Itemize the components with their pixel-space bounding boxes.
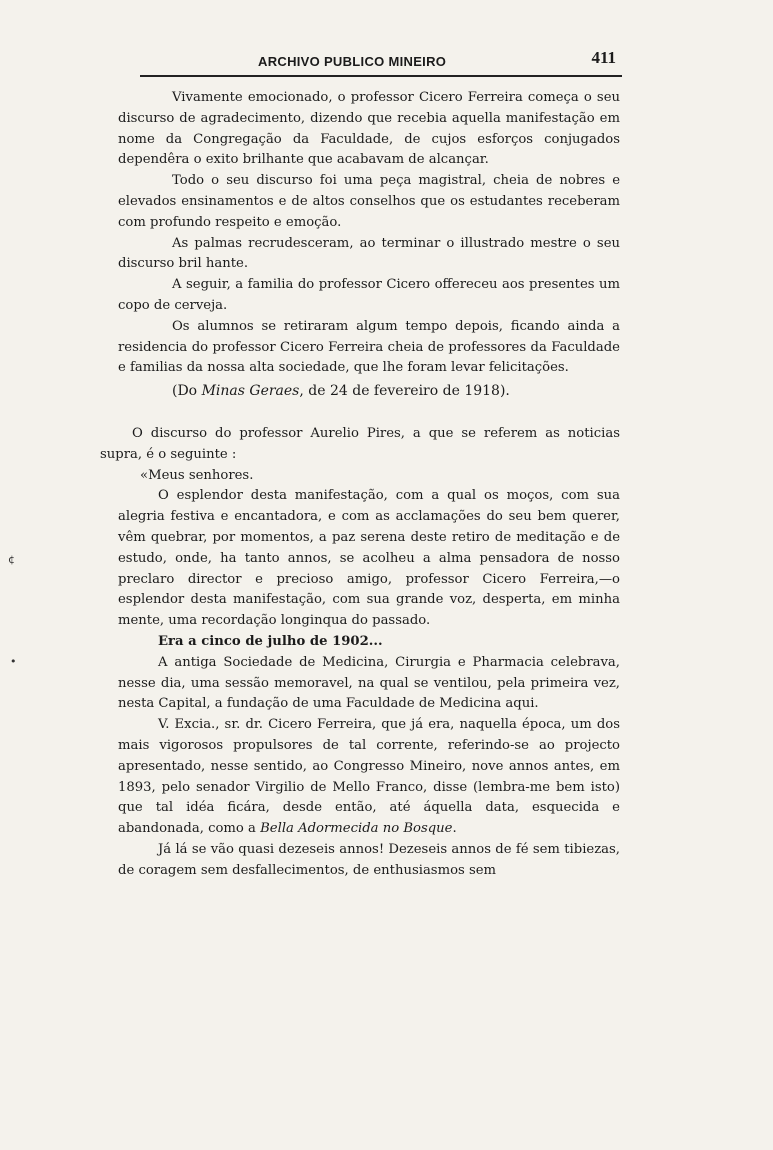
bella-adormecida-title: Bella Adormecida no Bosque (260, 821, 453, 837)
speech-paragraph-4 (118, 715, 620, 840)
paragraph-2: Todo o seu discurso foi uma peça magistral, cheia de nobres e elevados ensinamentos e de altos conselhos que os estudantes receberam com profundo respeito e emoção. (118, 173, 620, 230)
speech-paragraph-3: A antiga Sociedade de Medicina, Cirurgia e Pharmacia celebrava, nesse dia, uma sessão memoravel, na qual se ventilou, pela primeira vez, nesta Capital, a fundação de uma Faculdade de Medicina aqui. (118, 654, 620, 712)
paragraph-5: Os alumnos se retiraram algum tempo depois, ficando ainda a residencia do professor Cicero Ferreira cheia de professores da Faculdade e familias da nossa alta sociedade, que lhe foram levar felicitações. (118, 318, 620, 376)
margin-mark-2: • (10, 655, 17, 668)
paragraph-3: As palmas recrudesceram, ao terminar o illustrado mestre o seu discurso bril hante. (118, 235, 620, 272)
speech-paragraph-4-main: V. Excia., sr. dr. Cicero Ferreira, que já era, naquella época, um dos mais vigorosos propulsores de tal corrente, referindo-se ao projecto apresentado, nesse sentido, ao Congresso Mineiro, nove annos antes, em 1893, pelo senador Virgilio de Mello Franco, disse (lembra-me bem isto) que tal idéa ficára, desde então, até áquella data, esquecida e abandonada, como a (118, 717, 620, 837)
paragraph-1: Vivamente emocionado, o professor Cicero Ferreira começa o seu discurso de agradecimento, dizendo que recebia aquella manifestação em nome da Congregação da Faculdade, de cujos esforços conjugados dependêra o exito brilhante que acabavam de alcançar. (118, 90, 620, 168)
running-head: ARCHIVO PUBLICO MINEIRO (258, 54, 447, 69)
speech-paragraph-4-end: . (452, 821, 457, 837)
document-body (100, 88, 620, 881)
speech-paragraph-5: Já lá se vão quasi dezeseis annos! Dezeseis annos de fé sem tibiezas, de coragem sem desfallecimentos, de enthusiasmos sem (118, 841, 620, 878)
margin-mark-1: ¢ (8, 553, 15, 566)
speech-paragraph-2: Era a cinco de julho de 1902... (158, 633, 383, 649)
page-header (140, 44, 622, 74)
citation-prefix: (Do (172, 383, 202, 400)
page-number: 411 (591, 48, 616, 67)
speech-intro: O discurso do professor Aurelio Pires, a que se referem as noticias supra, é o seguinte : (100, 425, 620, 462)
paragraph-4: A seguir, a familia do professor Cicero offereceu aos presentes um copo de cerveja. (118, 277, 620, 313)
salutation: «Meus senhores. (140, 467, 254, 483)
header-rule (140, 75, 622, 77)
speech-paragraph-1: O esplendor desta manifestação, com a qual os moços, com sua alegria festiva e encantadora, e com as acclamações do seu bem querer, vêm quebrar, por momentos, a paz serena deste retiro de meditação e de estudo, onde, ha tanto annos, se acolheu a alma pensadora de nosso preclaro director e precioso amigo, professor Cicero Ferreira,—o esplendor desta manifestação, com sua grande voz, desperta, em minha mente, uma recordação longinqua do passado. (118, 488, 620, 629)
citation-suffix: , de 24 de fevereiro de 1918). (299, 383, 510, 400)
citation-title: Minas Geraes (201, 383, 300, 400)
citation (118, 381, 620, 402)
